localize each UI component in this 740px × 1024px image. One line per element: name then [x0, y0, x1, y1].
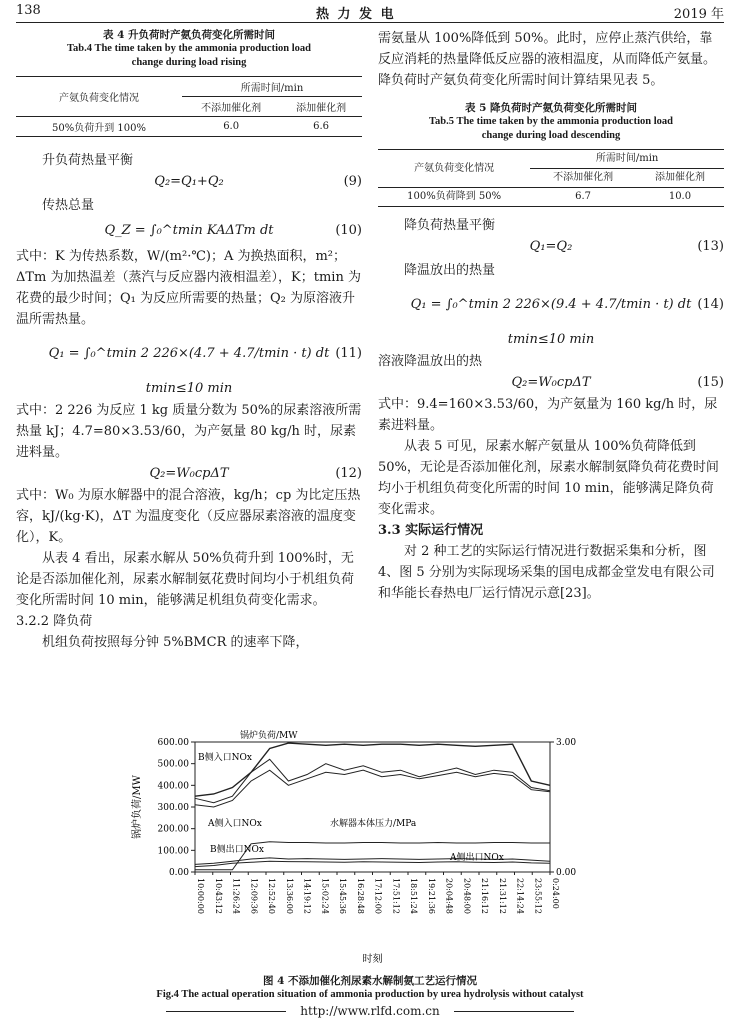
x-axis-label: 时刻	[362, 954, 383, 965]
left-column	[16, 150, 362, 653]
y2-tick-label: 3.00	[556, 738, 577, 748]
y2-axis-ticks	[550, 738, 576, 878]
paragraph: 从表 5 可见，尿素水解产氨量从 100%负荷降低到 50%，无论是否添加催化剂，尿素水解制氨降负荷花费时间均小于机组负荷变化所需的时间 10 min，能够满足降负荷变化需求。	[378, 439, 719, 517]
equation-15: Q₂=W₀cpΔT (15)	[511, 375, 724, 390]
paragraph: 式中：9.4=160×3.53/60，为产氨量为 160 kg/h 时，尿素进料量。	[378, 397, 718, 433]
section-heading: 3.2.2 降负荷	[16, 614, 93, 629]
x-tick-label: 19:21:36	[426, 878, 436, 914]
table-5-col-group: 所需时间/min	[530, 150, 724, 169]
y-tick-label: 200.00	[157, 824, 189, 835]
page-number: 138	[16, 3, 41, 18]
y-tick-label: 600.00	[157, 738, 189, 748]
y-tick-label: 500.00	[157, 759, 189, 770]
paragraph: 从表 4 看出，尿素水解从 50%负荷升到 100%时，无论是否添加催化剂，尿素水解制氨花费时间均小于机组负荷变化所需时间 10 min，能够满足机组负荷变化需求。	[16, 551, 355, 608]
paragraph: 式中：K 为传热系数，W/(m²·℃)；A 为换热面积，m²；ΔTm 为加热温差（蒸汽与反应器内液相温差），K；tmin 为花费的最少时间；Q₁ 为反应所需要的热量；Q₂ 为原溶液升温所需热量。	[16, 249, 361, 327]
table-5	[378, 101, 724, 207]
table-5-caption: 表 5 降负荷时产氨负荷变化所需时间 Tab.5 The time taken by the ammonia production load change during load descending	[429, 102, 673, 141]
x-tick-label: 21:31:12	[497, 878, 507, 914]
footer-rule	[166, 1011, 286, 1012]
condition: tmin≤10 min	[145, 381, 233, 396]
x-tick-label: 15:45:36	[338, 878, 347, 914]
x-tick-label: 23:55:12	[533, 878, 543, 914]
journal-name: 热 力 发 电	[316, 7, 396, 22]
x-tick-label: 20:04:48	[444, 878, 454, 914]
x-tick-label: 12:52:40	[267, 878, 276, 914]
equation-13: Q₁=Q₂ (13)	[529, 239, 724, 254]
table-5-col-a: 不添加催化剂	[530, 169, 636, 188]
paragraph: 对 2 种工艺的实际运行情况进行数据采集和分析，图 4、图 5 分别为实际现场采集的国电成都金堂发电有限公司和华能长春热电厂运行情况示意[23]。	[378, 544, 715, 601]
equation-10: Q_Z = ∫₀^tmin KAΔTm dt (10)	[104, 223, 362, 238]
x-tick-label: 11:26:24	[231, 878, 241, 914]
equation-11: Q₁ = ∫₀^tmin 2 226×(4.7 + 4.7/tmin · t) dt (11)	[48, 346, 362, 361]
y-axis-label: 锅炉负荷/MW	[132, 775, 143, 839]
paragraph: 降温放出的热量	[404, 263, 496, 278]
x-tick-label: 13:36:00	[284, 878, 294, 914]
series-label: 水解器本体压力/MPa	[330, 819, 417, 829]
condition: tmin≤10 min	[507, 332, 595, 347]
y-tick-label: 300.00	[157, 803, 189, 813]
paragraph: 降负荷热量平衡	[404, 218, 496, 233]
table-4-caption: 表 4 升负荷时产氨负荷变化所需时间 Tab.4 The time taken by the ammonia production load change during load rising	[67, 29, 311, 68]
table-row: 100%负荷降到 50% 6.7 10.0	[407, 191, 692, 202]
equation-14: Q₁ = ∫₀^tmin 2 226×(9.4 + 4.7/tmin · t) dt (14)	[410, 297, 724, 312]
paragraph: 传热总量	[42, 198, 95, 213]
x-tick-label: 15:02:24	[320, 878, 330, 914]
series-label: A侧出口NOx	[450, 853, 504, 863]
table-4-col-a: 不添加催化剂	[182, 97, 280, 117]
table-row: 50%负荷升到 100% 6.0 6.6	[52, 121, 330, 134]
x-tick-label: 17:51:12	[391, 878, 401, 914]
series-label: 锅炉负荷/MW	[240, 731, 298, 741]
y-tick-label: 100.00	[157, 846, 189, 857]
y-axis-ticks	[158, 738, 196, 878]
table-5-col-b: 添加催化剂	[636, 169, 724, 188]
equation-9: Q₂=Q₁+Q₂ (9)	[154, 174, 362, 189]
paragraph: 式中：W₀ 为原水解器中的混合溶液，kg/h；cp 为比定压热容，kJ/(kg·K)，ΔT 为温度变化（反应器尿素溶液的温度变化），K。	[16, 488, 361, 545]
series-label: B侧出口NOx	[210, 845, 264, 855]
right-column	[378, 28, 724, 604]
table-4-col-label: 产氨负荷变化情况	[16, 77, 182, 117]
y2-tick-label: 0.00	[556, 868, 577, 878]
x-tick-label: 18:51:24	[409, 878, 418, 914]
journal-year: 2019 年	[673, 7, 724, 22]
table-4-col-group: 所需时间/min	[182, 77, 362, 97]
page-footer	[140, 1004, 600, 1018]
paragraph: 升负荷热量平衡	[42, 153, 134, 168]
x-tick-label: 14:19:12	[302, 878, 312, 914]
x-tick-label: 10:00:00	[196, 878, 205, 914]
x-tick-label: 22:14:24	[515, 878, 525, 914]
table-5-col-label: 产氨负荷变化情况	[378, 150, 530, 188]
x-tick-label: 10:43:12	[213, 878, 223, 914]
paragraph: 需氨量从 100%降低到 50%。此时，应停止蒸汽供给，靠反应消耗的热量降低反应器的液相温度，从而降低产氨量。降负荷时产氨负荷变化所需时间计算结果见表 5。	[378, 31, 717, 88]
table-4	[16, 28, 362, 137]
x-tick-label: 17:12:00	[373, 878, 383, 914]
equation-12: Q₂=W₀cpΔT (12)	[149, 466, 362, 481]
paragraph: 机组负荷按照每分钟 5%BMCR 的速率下降，	[42, 635, 309, 650]
footer-rule	[454, 1011, 574, 1012]
table-4-col-b: 添加催化剂	[280, 97, 362, 117]
paragraph: 溶液降温放出的热	[378, 354, 483, 369]
section-heading: 3.3 实际运行情况	[378, 523, 484, 538]
paragraph: 式中：2 226 为反应 1 kg 质量分数为 50%的尿素溶液所需热量 kJ；4.7=80×3.53/60，为产氨量 80 kg/h 时，尿素进料量。	[16, 403, 362, 460]
series-label: B侧入口NOx	[198, 753, 252, 763]
y-tick-label: 400.00	[157, 781, 189, 792]
series-line-0	[195, 743, 550, 796]
figure-4-caption: 图 4 不添加催化剂尿素水解制氨工艺运行情况 Fig.4 The actual operation situation of ammonia production by urea hydrolysis without catalyst	[156, 975, 584, 1000]
x-tick-label: 0:24:00	[551, 878, 560, 909]
x-tick-label: 20:48:00	[462, 878, 472, 914]
x-axis-ticks	[195, 872, 560, 914]
x-tick-label: 12:09:36	[249, 878, 259, 914]
series-label: A侧入口NOx	[208, 819, 262, 829]
x-tick-label: 21:16:12	[480, 878, 489, 914]
figure-4	[120, 722, 620, 970]
series-line-1	[195, 759, 550, 802]
page-header	[16, 0, 724, 23]
footer-url: http://www.rlfd.com.cn	[300, 1004, 440, 1018]
x-tick-label: 16:28:48	[355, 878, 365, 914]
y-tick-label: 0.00	[168, 868, 189, 878]
figure-4-chart	[120, 722, 620, 970]
